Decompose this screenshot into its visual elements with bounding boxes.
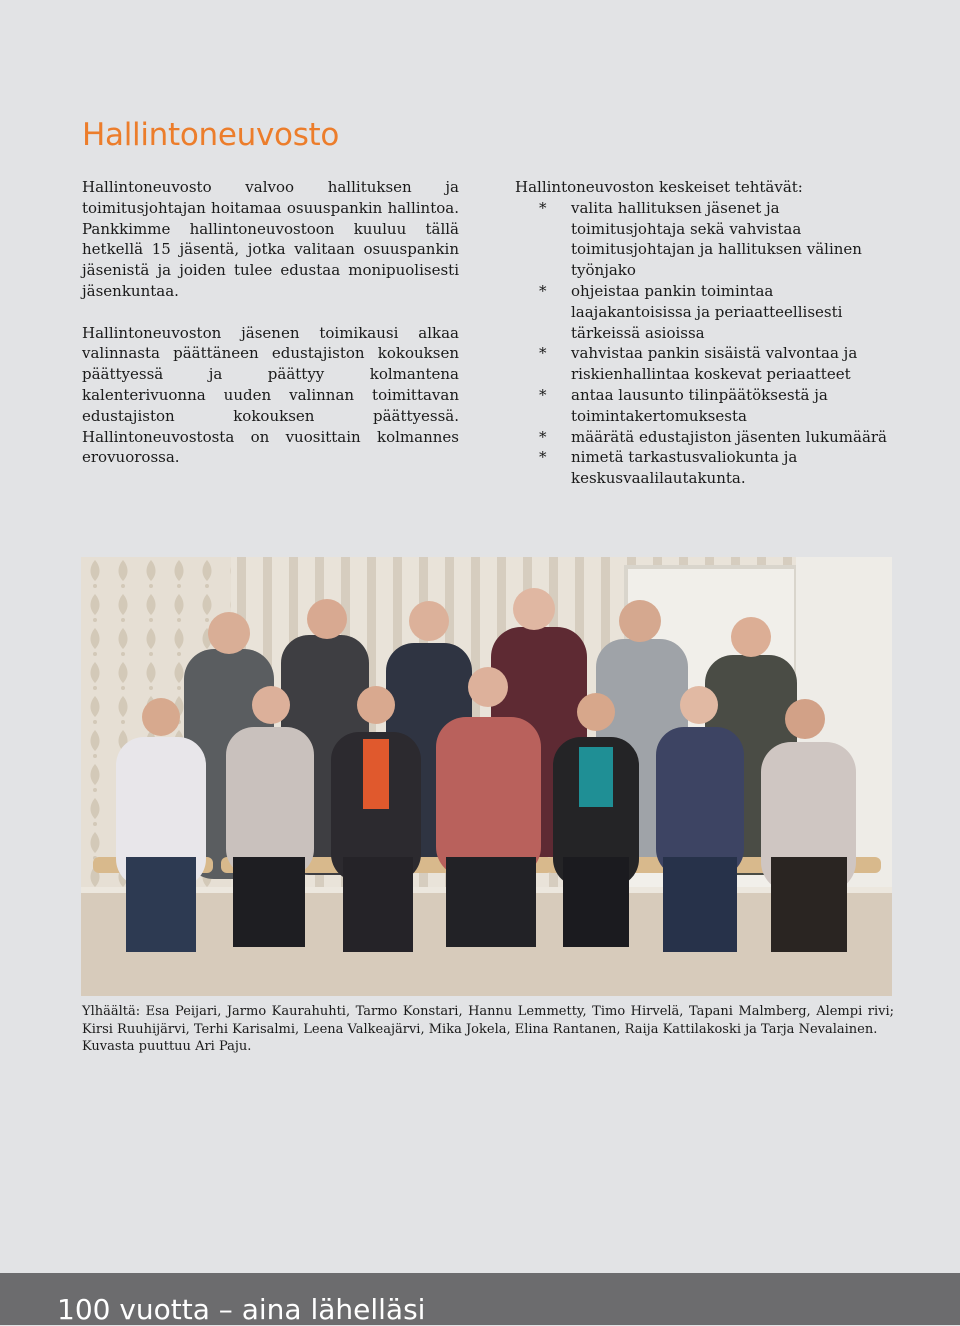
- bullet-marker: *: [539, 281, 547, 300]
- task-text: nimetä tarkastusvaliokunta ja keskusvaalilautakunta.: [571, 448, 798, 488]
- list-item: [515, 427, 895, 448]
- caption-missing: Kuvasta puuttuu Ari Paju.: [82, 1039, 252, 1054]
- photo-caption: [82, 1003, 894, 1056]
- task-text: vahvistaa pankin sisäistä valvontaa ja riskienhallintaa koskevat periaatteet: [571, 344, 858, 384]
- bullet-marker: *: [539, 198, 547, 217]
- intro-paragraph: Hallintoneuvosto valvoo hallituksen ja toimitusjohtajan hoitamaa osuuspankin hallintoa. Pankkimme hallintoneuvostoon kuuluu tällä hetkellä 15 jäsentä, jotka valitaan osuuspankin jäsenistä ja joiden tulee edustaa monipuolisesti jäsenkuntaa.: [82, 178, 459, 300]
- list-item: [515, 343, 895, 385]
- list-item: [515, 198, 895, 281]
- task-text: määrätä edustajiston jäsenten lukumäärä: [571, 427, 887, 446]
- task-text: ohjeistaa pankin toimintaa laajakantoisissa ja periaatteellisesti tärkeissä asioissa: [571, 281, 843, 342]
- tasks-column: [515, 177, 895, 489]
- term-paragraph: Hallintoneuvoston jäsenen toimikausi alkaa valinnasta päättäneen edustajiston kokouksen päättyessä ja päättyy kolmantena kalenterivuonna uuden valinnan toimittavan edustajiston kokouksen päättyessä. Hallintoneuvostosta on vuosittain kolmannes erovuorossa.: [82, 323, 459, 467]
- bullet-marker: *: [539, 427, 547, 446]
- task-text: valita hallituksen jäsenet ja toimitusjohtaja sekä vahvistaa toimitusjohtajan ja hallituksen välinen työnjako: [571, 198, 862, 280]
- tasks-heading: Hallintoneuvoston keskeiset tehtävät:: [515, 178, 803, 196]
- bullet-marker: *: [539, 344, 547, 363]
- intro-column: [82, 177, 459, 468]
- footer-bar: [0, 1273, 960, 1325]
- list-item: [515, 447, 895, 489]
- list-item: [515, 281, 895, 343]
- bullet-marker: *: [539, 385, 547, 404]
- group-photo: [81, 557, 892, 996]
- page-title: Hallintoneuvosto: [82, 116, 340, 153]
- footer-slogan: 100 vuotta – aina lähelläsi: [57, 1293, 426, 1326]
- task-list: [515, 198, 895, 489]
- bullet-marker: *: [539, 448, 547, 467]
- caption-names: Ylhäältä: Esa Peijari, Jarmo Kaurahuhti, Tarmo Konstari, Hannu Lemmetty, Timo Hirvelä, Tapani Malmberg, Alempi rivi; Kirsi Ruuhijärvi, Terhi Karisalmi, Leena Valkeajärvi, Mika Jokela, Elina Rantanen, Raija Kattilakoski ja Tarja Nevalainen.: [82, 1004, 894, 1037]
- task-text: antaa lausunto tilinpäätöksestä ja toimintakertomuksesta: [571, 385, 828, 425]
- list-item: [515, 385, 895, 427]
- group-photo-illustration: [81, 557, 892, 996]
